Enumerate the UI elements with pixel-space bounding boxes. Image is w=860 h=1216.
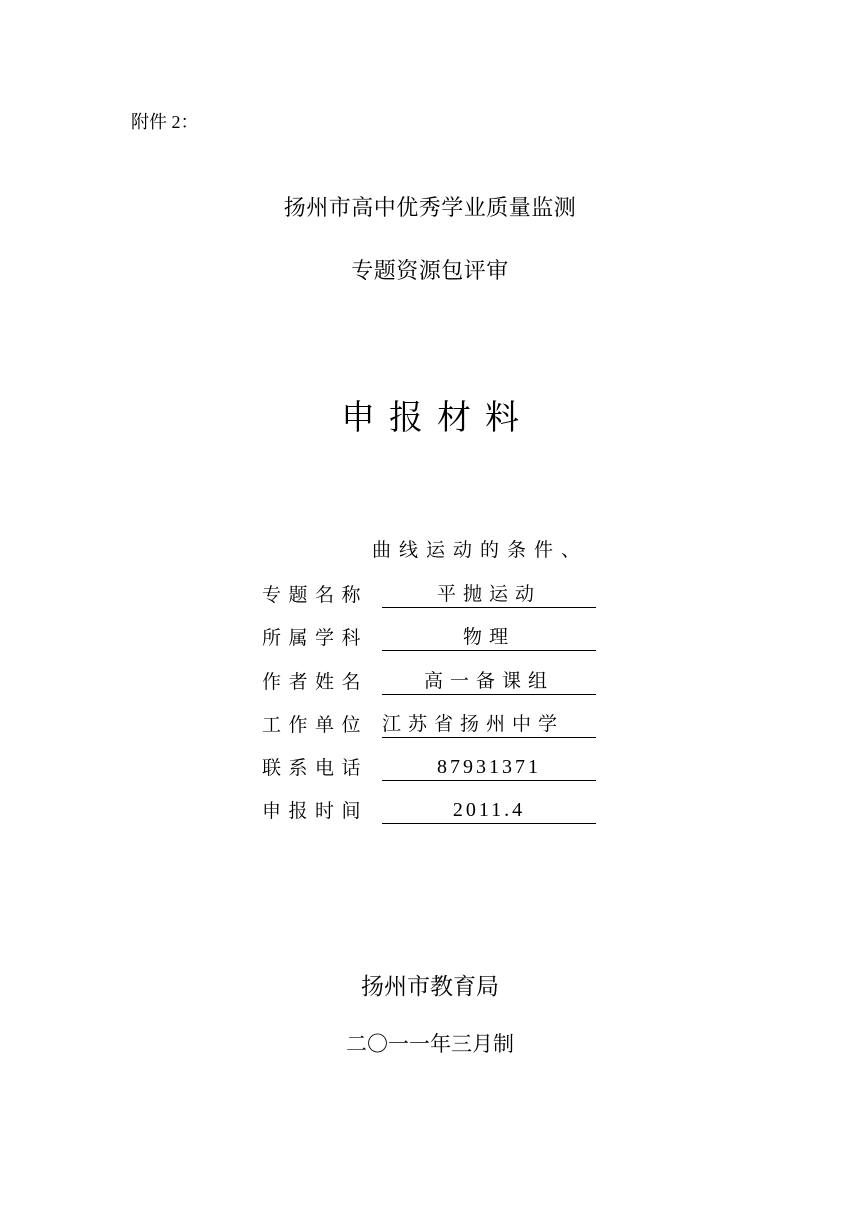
form-row-author (262, 665, 596, 695)
form-label-subject: 所属学科 (262, 627, 369, 649)
form-row-workplace (262, 708, 596, 738)
form-row-topic-name (262, 578, 596, 608)
issuer-name: 扬州市教育局 (361, 974, 499, 1000)
form-value-workplace: 江苏省扬州中学 (382, 711, 596, 738)
form-label-topic-name: 专题名称 (262, 584, 369, 606)
form-row-subject (262, 621, 596, 651)
form-label-date: 申报时间 (262, 800, 369, 822)
form-label-phone: 联系电话 (262, 757, 369, 779)
form-row-date (262, 794, 596, 824)
form-value-phone: 87931371 (382, 754, 596, 781)
main-heading: 申报材料 (341, 398, 533, 438)
form-row-phone (262, 751, 596, 781)
topic-name-prefix: 曲线运动的条件、 (372, 539, 589, 561)
attachment-label: 附件 2： (131, 112, 199, 132)
document-title-line-1: 扬州市高中优秀学业质量监测 (283, 196, 577, 221)
issue-date: 二〇一一年三月制 (346, 1032, 514, 1056)
form-value-date: 2011.4 (382, 797, 596, 824)
document-title-line-2: 专题资源包评审 (351, 259, 509, 284)
form-value-author: 高一备课组 (382, 668, 596, 695)
form-value-subject: 物理 (382, 624, 596, 651)
form-value-topic-name: 平抛运动 (382, 581, 596, 608)
form-label-author: 作者姓名 (262, 671, 369, 693)
form-label-workplace: 工作单位 (262, 714, 369, 736)
